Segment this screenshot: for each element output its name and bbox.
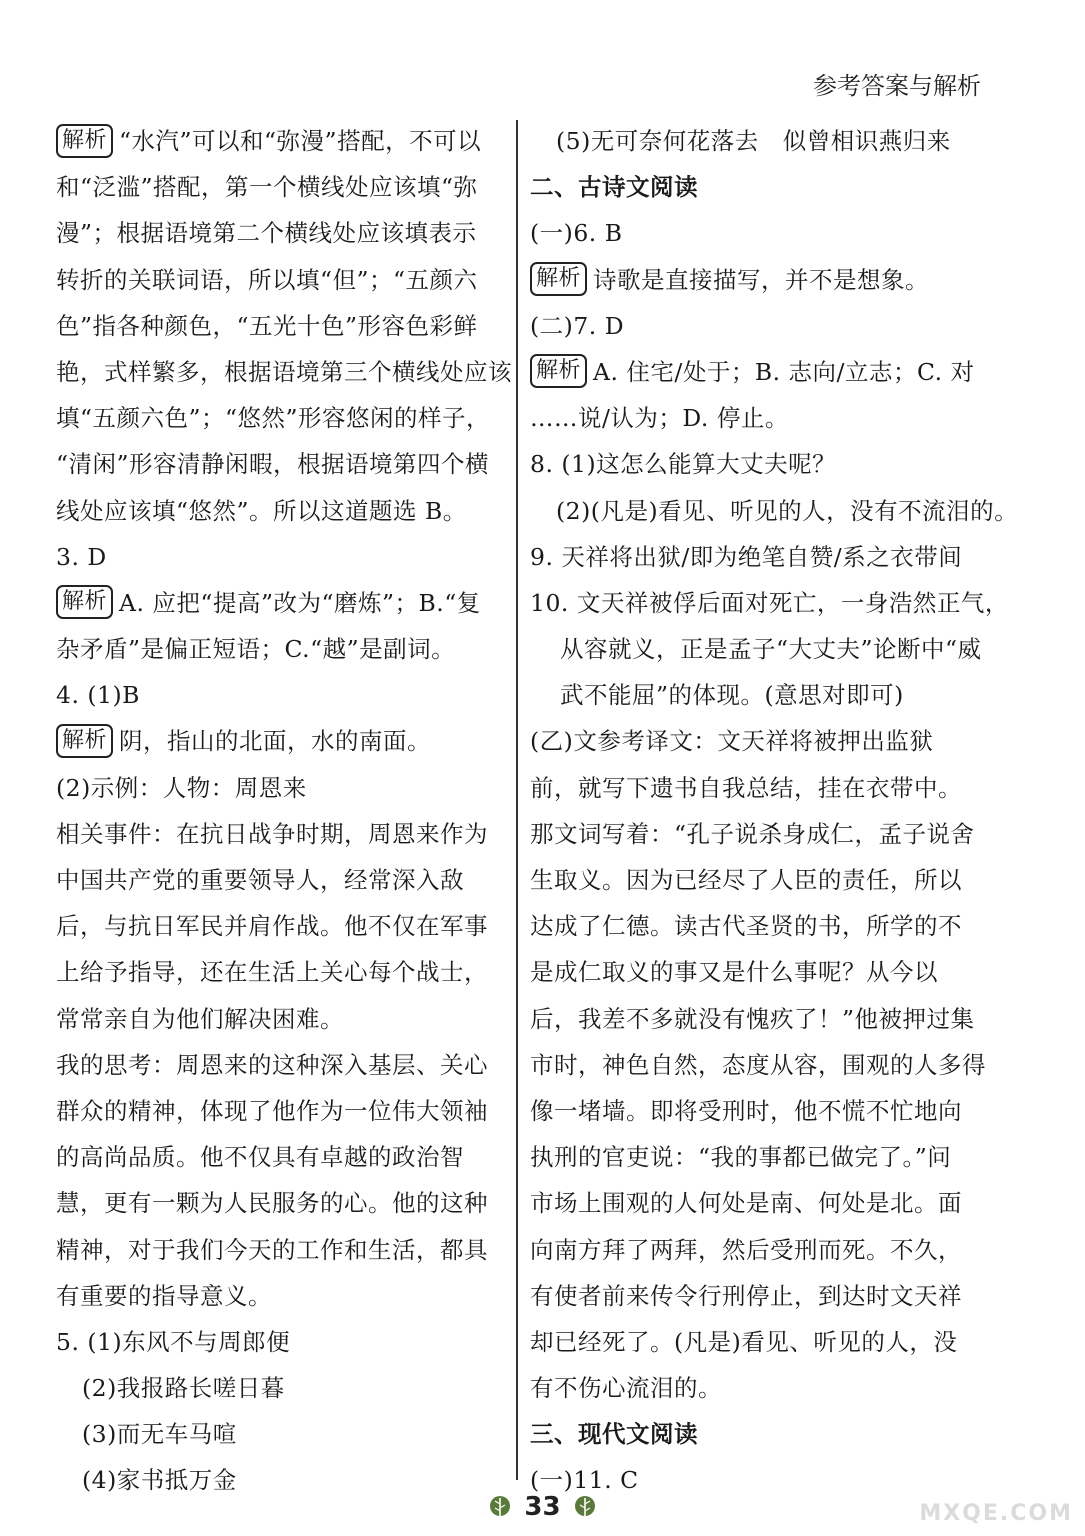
line-text: (4)家书抵万金 <box>82 1466 237 1495</box>
text-line <box>56 1227 506 1273</box>
text-line <box>530 303 980 349</box>
text-line <box>530 626 980 672</box>
column-divider <box>516 120 518 1480</box>
text-line <box>530 949 980 995</box>
line-text: 杂矛盾”是偏正短语；C.“越”是副词。 <box>56 635 456 664</box>
text-line <box>56 718 506 764</box>
text-line <box>530 580 1009 626</box>
analysis-tag: 解析 <box>530 262 587 296</box>
line-text: 生取义。因为已经尽了人臣的责任，所以 <box>530 866 962 894</box>
text-line <box>56 210 506 256</box>
line-text: 群众的精神，体现了他作为一位伟大领袖 <box>56 1096 488 1125</box>
line-text: (2)示例：人物：周恩来 <box>56 773 307 802</box>
line-text: 达成了仁德。读古代圣贤的书，所学的不 <box>530 912 962 941</box>
text-line <box>56 672 506 718</box>
text-line <box>56 1180 506 1226</box>
line-text: 向南方拜了两拜，然后受刑而死。不久， <box>530 1235 962 1264</box>
text-line <box>56 395 506 441</box>
text-line <box>530 395 980 441</box>
watermark-text: MXQE.COM <box>919 1501 1073 1526</box>
text-line <box>530 811 980 857</box>
line-text: 二、古诗文阅读 <box>530 173 698 202</box>
line-text: 慧，更有一颗为人民服务的心。他的这种 <box>56 1189 488 1218</box>
line-text: 后，与抗日军民并肩作战。他不仅在军事 <box>56 912 488 941</box>
line-text: (二)7. D <box>530 311 625 340</box>
line-text: 4. (1)B <box>56 681 140 710</box>
line-text: 后，我差不多就没有愧疚了！”他被押过集 <box>530 1004 975 1033</box>
line-text: 像一堵墙。即将受刑时，他不慌不忙地向 <box>530 1096 962 1125</box>
text-line <box>56 903 506 949</box>
text-line <box>56 1134 506 1180</box>
text-line <box>56 534 506 580</box>
line-text: 三、现代文阅读 <box>530 1420 698 1449</box>
line-text: 常常亲自为他们解决困难。 <box>56 1004 344 1033</box>
text-line <box>530 1180 980 1226</box>
line-text: (2)我报路长嗟日暮 <box>82 1374 285 1403</box>
line-text: 有不伤心流泪的。 <box>530 1374 722 1403</box>
line-text: 10. 文天祥被俘后面对死亡，一身浩然正气， <box>530 588 1009 617</box>
line-text: 是成仁取义的事又是什么事呢？从今以 <box>530 958 938 987</box>
line-text: (一)11. C <box>530 1466 639 1495</box>
text-line <box>56 441 506 487</box>
line-text: 艳，式样繁多，根据语境第三个横线处应该 <box>56 357 512 386</box>
text-line <box>56 1042 506 1088</box>
text-line <box>530 903 980 949</box>
text-line <box>56 1365 506 1411</box>
text-line <box>530 1134 980 1180</box>
text-line <box>530 996 980 1042</box>
text-line <box>56 949 506 995</box>
watermark-logo <box>903 1462 1073 1526</box>
line-text: 上给予指导，还在生活上关心每个战士， <box>56 958 488 987</box>
line-text: A. 住宅/处于；B. 志向/立志；C. 对 <box>593 357 975 386</box>
text-line <box>56 488 506 534</box>
text-line <box>56 626 506 672</box>
text-line <box>530 718 980 764</box>
line-text: (5)无可奈何花落去 似曾相识燕归来 <box>556 127 951 155</box>
section-heading <box>530 164 980 210</box>
text-line <box>56 257 506 303</box>
page-header-title: 参考答案与解析 <box>813 72 981 100</box>
line-text: 武不能屈”的体现。(意思对即可) <box>560 681 904 710</box>
right-column <box>530 118 1019 1504</box>
line-text: 有使者前来传令行刑停止，到达时文天祥 <box>530 1281 962 1310</box>
line-text: 阴，指山的北面，水的南面。 <box>119 727 432 756</box>
line-text: (一)6. B <box>530 219 623 248</box>
text-line <box>530 488 1019 534</box>
page-number: 33 <box>524 1492 561 1522</box>
line-text: 执刑的官吏说：“我的事都已做完了。”问 <box>530 1143 952 1172</box>
line-text: 却已经死了。(凡是)看见、听见的人，没 <box>530 1327 958 1356</box>
text-line <box>530 765 980 811</box>
analysis-tag: 解析 <box>56 724 113 758</box>
text-line <box>530 1365 980 1411</box>
leaf-icon <box>487 1494 513 1520</box>
line-text: 漫”；根据语境第二个横线处应该填表示 <box>56 219 477 248</box>
line-text: 前，就写下遗书自我总结，挂在衣带中。 <box>530 773 962 802</box>
text-line <box>56 1319 506 1365</box>
left-column <box>56 118 512 1504</box>
text-line <box>530 857 980 903</box>
line-text: “清闲”形容清静闲暇，根据语境第四个横 <box>56 450 490 479</box>
section-heading <box>530 1411 980 1457</box>
line-text: 从容就义，正是孟子“大丈夫”论断中“威 <box>560 635 982 664</box>
line-text: 市时，神色自然，态度从容，围观的人多得 <box>530 1050 986 1079</box>
line-text: 相关事件：在抗日战争时期，周恩来作为 <box>56 819 488 848</box>
text-line <box>56 765 506 811</box>
line-text: 5. (1)东风不与周郎便 <box>56 1327 291 1356</box>
text-line <box>56 996 506 1042</box>
text-line <box>530 257 980 303</box>
text-line <box>530 1227 980 1273</box>
text-line <box>530 1042 986 1088</box>
text-line <box>56 303 506 349</box>
line-text: (3)而无车马喧 <box>82 1420 237 1449</box>
line-text: (2)(凡是)看见、听见的人，没有不流泪的。 <box>556 496 1019 525</box>
line-text: 3. D <box>56 542 107 571</box>
text-line <box>530 672 980 718</box>
text-line <box>530 118 980 164</box>
line-text: 线处应该填“悠然”。所以这道题选 B。 <box>56 496 467 525</box>
line-text: 有重要的指导意义。 <box>56 1281 272 1310</box>
text-line <box>56 1273 506 1319</box>
text-line <box>530 534 980 580</box>
text-line <box>56 580 506 626</box>
text-line <box>56 857 506 903</box>
line-text: 填“五颜六色”；“悠然”形容悠闲的样子， <box>56 404 491 433</box>
line-text: 那文词写着：“孔子说杀身成仁，孟子说舍 <box>530 819 975 848</box>
line-text: 9. 天祥将出狱/即为绝笔自赞/系之衣带间 <box>530 542 963 571</box>
line-text: 和“泛滥”搭配，第一个横线处应该填“弥 <box>56 173 478 202</box>
text-line <box>530 349 980 395</box>
text-line <box>56 1088 506 1134</box>
line-text: 8. (1)这怎么能算大丈夫呢？ <box>530 450 837 479</box>
line-text: 我的思考：周恩来的这种深入基层、关心 <box>56 1050 488 1079</box>
text-line <box>530 210 980 256</box>
line-text: 色”指各种颜色，“五光十色”形容色彩鲜 <box>56 311 478 340</box>
text-line <box>56 118 506 164</box>
line-text: 诗歌是直接描写，并不是想象。 <box>593 265 930 294</box>
line-text: A. 应把“提高”改为“磨炼”；B.“复 <box>119 588 481 617</box>
text-line <box>56 1411 506 1457</box>
text-line <box>530 441 980 487</box>
leaf-icon <box>572 1494 598 1520</box>
line-text: 转折的关联词语，所以填“但”；“五颜六 <box>56 265 478 294</box>
analysis-tag: 解析 <box>530 354 587 388</box>
text-line <box>530 1273 980 1319</box>
analysis-tag: 解析 <box>56 585 113 619</box>
line-text: 市场上围观的人何处是南、何处是北。面 <box>530 1189 962 1218</box>
text-line <box>530 1088 980 1134</box>
line-text: 的高尚品质。他不仅具有卓越的政治智 <box>56 1143 464 1172</box>
text-line <box>56 811 506 857</box>
line-text: “水汽”可以和“弥漫”搭配，不可以 <box>119 127 482 155</box>
text-line <box>56 164 506 210</box>
line-text: (乙)文参考译文：文天祥将被押出监狱 <box>530 727 934 756</box>
text-line <box>530 1319 980 1365</box>
line-text: 中国共产党的重要领导人，经常深入敌 <box>56 866 464 894</box>
text-line <box>56 349 512 395</box>
analysis-tag: 解析 <box>56 124 113 158</box>
line-text: 精神，对于我们今天的工作和生活，都具 <box>56 1235 488 1264</box>
line-text: ……说/认为；D. 停止。 <box>530 404 789 433</box>
